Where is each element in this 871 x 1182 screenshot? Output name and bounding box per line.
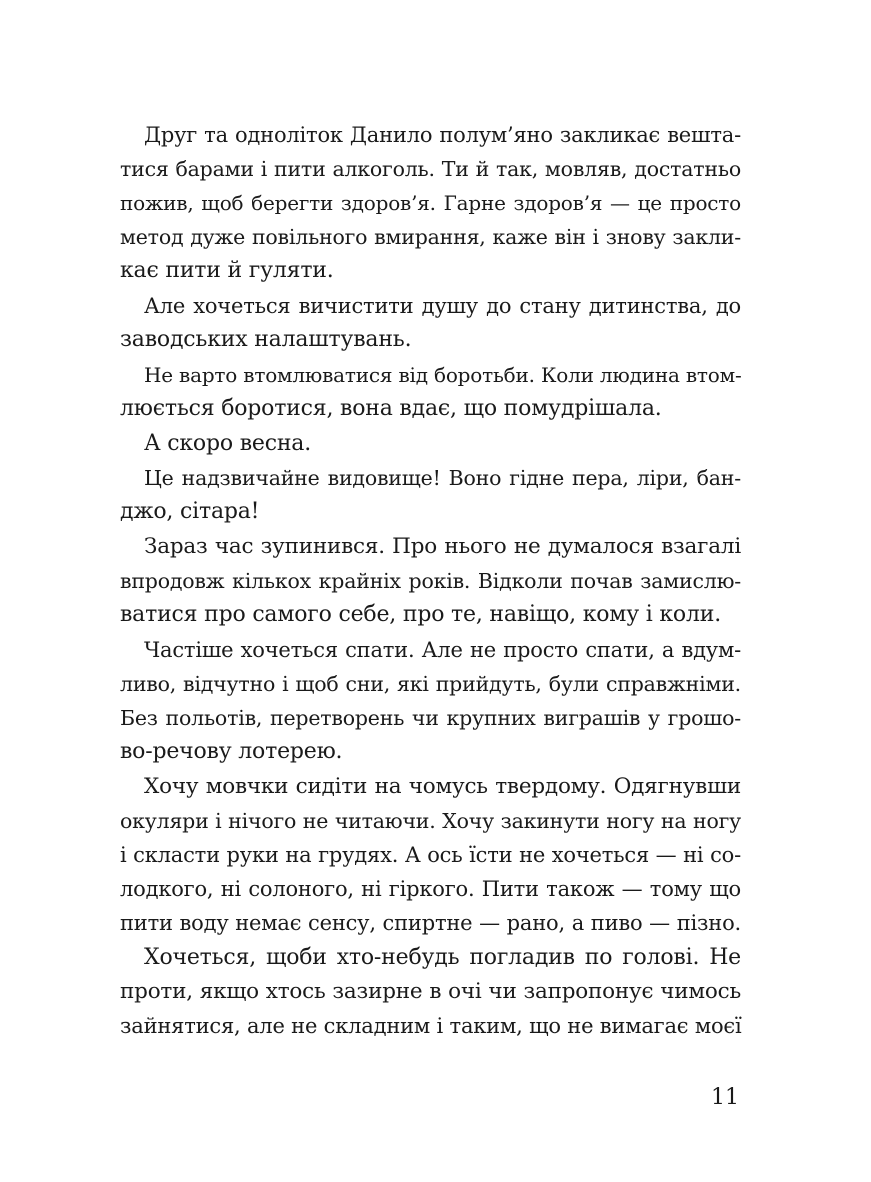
text-line: ватися про самого себе, про те, навіщо, кому і коли. bbox=[120, 602, 722, 627]
text-line: впродовж кількох крайніх років. Відколи почав замислю- bbox=[120, 569, 741, 593]
text-line: тися барами і пити алкоголь. Ти й так, мовляв, достатньо bbox=[120, 157, 741, 181]
text-line: Не варто втомлюватися від боротьби. Коли людина втом- bbox=[144, 363, 742, 387]
text-line: Друг та одноліток Данило полум’яно закликає вешта- bbox=[144, 123, 741, 147]
text-line: во-речову лотерею. bbox=[120, 739, 343, 764]
text-line: лодкого, ні солоного, ні гіркого. Пити також — тому що bbox=[120, 877, 741, 901]
text-line: зайнятися, але не складним і таким, що не вимагає моєї bbox=[120, 1014, 742, 1038]
text-line: пожив, щоб берегти здоров’я. Гарне здоров’я — це просто bbox=[120, 191, 741, 215]
text-line: Але хочеться вичистити душу до стану дитинства, до bbox=[144, 294, 741, 318]
text-line: А скоро весна. bbox=[144, 431, 311, 456]
text-line: пити воду немає сенсу, спиртне — рано, а пиво — пізно. bbox=[120, 911, 741, 935]
text-line: Хочеться, щоби хто-небудь погладив по голові. Не bbox=[144, 945, 741, 970]
text-line: джо, сітара! bbox=[120, 499, 260, 524]
page-number: 11 bbox=[711, 1085, 739, 1110]
text-line: Без польотів, перетворень чи крупних виграшів у грошо- bbox=[120, 706, 741, 730]
text-line: Зараз час зупинився. Про нього не думалося взагалі bbox=[144, 534, 741, 559]
text-line: Частіше хочеться спати. Але не просто спати, а вдум- bbox=[144, 638, 741, 662]
text-line: кає пити й гуляти. bbox=[120, 258, 334, 283]
text-line: люється боротися, вона вдає, що помудрішала. bbox=[120, 396, 662, 421]
text-line: Хочу мовчки сидіти на чомусь твердому. Одягнувши bbox=[144, 774, 741, 799]
text-line: Це надзвичайне видовище! Воно гідне пера, ліри, бан- bbox=[144, 466, 741, 490]
text-line: окуляри і нічого не читаючи. Хочу закинути ногу на ногу bbox=[120, 809, 741, 833]
text-line: метод дуже повільного вмирання, каже він і знову закли- bbox=[120, 225, 741, 249]
text-line: ливо, відчутно і щоб сни, які прийдуть, були справжніми. bbox=[120, 672, 741, 696]
text-line: проти, якщо хтось зазирне в очі чи запропонує чимось bbox=[120, 979, 741, 1004]
text-line: заводських налаштувань. bbox=[120, 327, 412, 352]
text-line: і скласти руки на грудях. А ось їсти не хочеться — ні со- bbox=[120, 843, 741, 867]
